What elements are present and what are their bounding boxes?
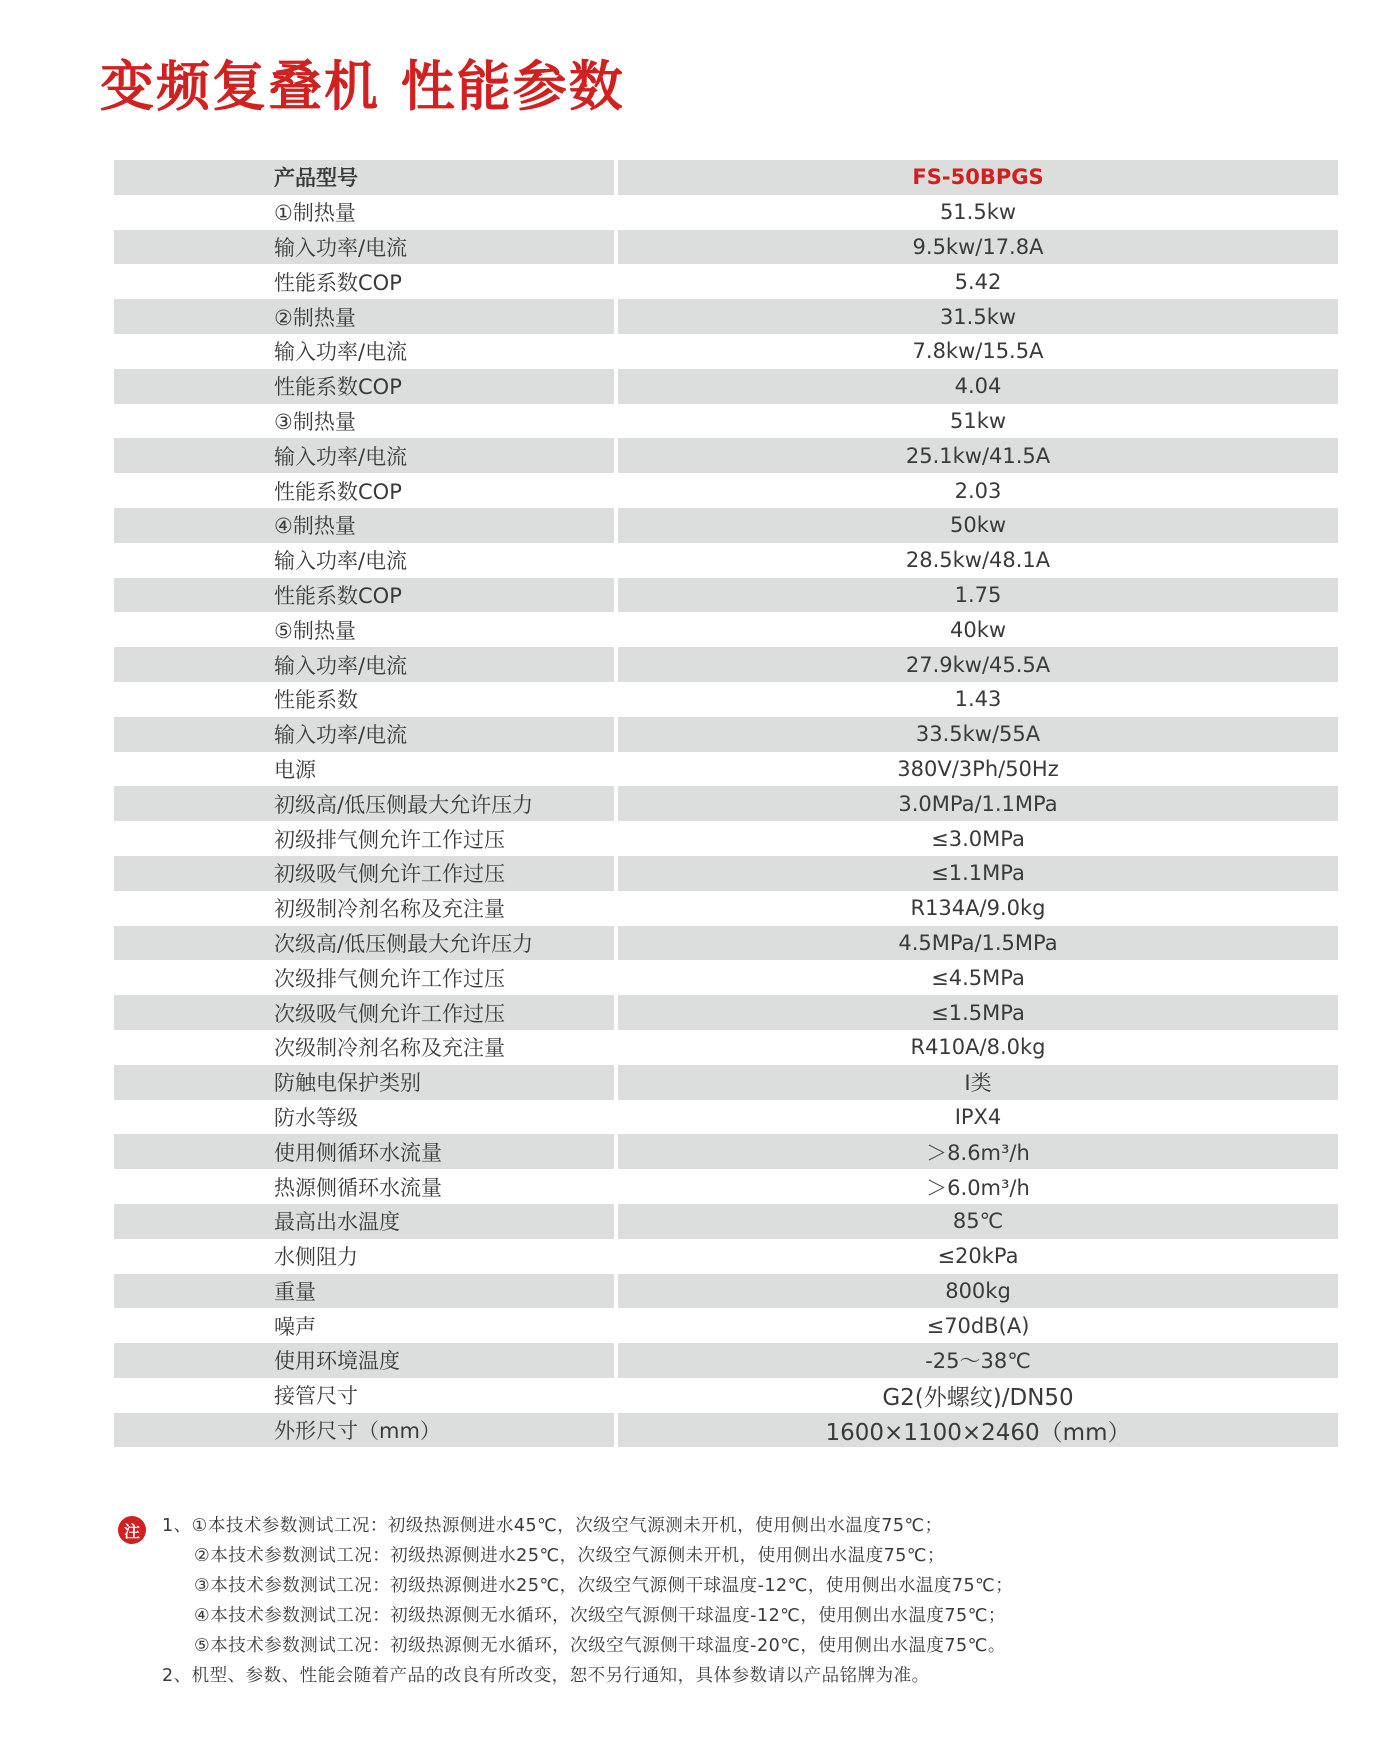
- note-line: 1、①本技术参数测试工况：初级热源侧进水45℃，次级空气源测未开机，使用侧出水温度75℃；: [162, 1516, 943, 1536]
- row-value: 31.5kw: [618, 299, 1338, 334]
- row-label: 初级高/低压侧最大允许压力: [114, 786, 614, 821]
- row-label: 使用侧循环水流量: [114, 1134, 614, 1169]
- row-label: 性能系数: [274, 688, 358, 713]
- row-value: 5.42: [954, 269, 1002, 294]
- table-row: [114, 1030, 1338, 1065]
- table-row: [114, 752, 1338, 787]
- table-row: [114, 1065, 1338, 1100]
- row-label: 外形尺寸（mm）: [114, 1413, 614, 1448]
- row-value: ≤4.5MPa: [931, 965, 1025, 990]
- row-value: 4.5MPa/1.5MPa: [618, 926, 1338, 961]
- table-row: [114, 334, 1338, 369]
- table-row: [114, 1134, 1338, 1169]
- row-value: 1600×1100×2460（mm）: [618, 1413, 1338, 1448]
- note-line: ⑤本技术参数测试工况：初级热源侧无水循环，次级空气源侧干球温度-20℃，使用侧出水温度75℃。: [194, 1636, 1006, 1656]
- row-value: 25.1kw/41.5A: [618, 438, 1338, 473]
- table-row: [114, 1169, 1338, 1204]
- row-value: -25～38℃: [618, 1343, 1338, 1378]
- row-value: 3.0MPa/1.1MPa: [618, 786, 1338, 821]
- row-label: 使用环境温度: [114, 1343, 614, 1378]
- table-row: [114, 682, 1338, 717]
- row-value: G2(外螺纹)/DN50: [882, 1384, 1074, 1411]
- row-value: ≤3.0MPa: [931, 826, 1025, 851]
- row-value: 33.5kw/55A: [618, 717, 1338, 752]
- spec-table: [114, 160, 1338, 1447]
- row-label: ④制热量: [114, 508, 614, 543]
- table-row: [114, 578, 1338, 613]
- row-label: 电源: [274, 757, 316, 782]
- row-label: 次级排气侧允许工作过压: [274, 966, 505, 991]
- row-label: 输入功率/电流: [114, 230, 614, 265]
- row-value: FS-50BPGS: [618, 160, 1338, 195]
- row-label: 次级高/低压侧最大允许压力: [114, 926, 614, 961]
- row-label: 输入功率/电流: [114, 438, 614, 473]
- row-value: 1.43: [954, 687, 1002, 712]
- row-value: IPX4: [954, 1104, 1002, 1129]
- table-row: [114, 1239, 1338, 1274]
- row-value: I类: [618, 1065, 1338, 1100]
- row-label: 初级排气侧允许工作过压: [274, 827, 505, 852]
- note-line: 2、机型、参数、性能会随着产品的改良有所改变，恕不另行通知，具体参数请以产品铭牌为准。: [162, 1666, 930, 1686]
- row-label: 最高出水温度: [114, 1204, 614, 1239]
- row-label: 性能系数COP: [274, 479, 402, 504]
- row-label: 防触电保护类别: [114, 1065, 614, 1100]
- row-value: 800kg: [618, 1274, 1338, 1309]
- table-row: [114, 647, 1338, 682]
- row-label: ③制热量: [274, 409, 356, 434]
- row-label: 噪声: [274, 1314, 316, 1339]
- row-value: 51.5kw: [939, 200, 1017, 225]
- row-label: ②制热量: [114, 299, 614, 334]
- table-row: [114, 1274, 1338, 1309]
- row-label: 水侧阻力: [274, 1245, 358, 1270]
- row-value: 28.5kw/48.1A: [905, 548, 1051, 573]
- row-label: 重量: [114, 1274, 614, 1309]
- table-row: [114, 926, 1338, 961]
- row-label: 产品型号: [114, 160, 614, 195]
- row-value: ＞8.6m³/h: [618, 1134, 1338, 1169]
- row-value: R134A/9.0kg: [910, 896, 1046, 921]
- row-value: 2.03: [954, 478, 1002, 503]
- table-row: [114, 612, 1338, 647]
- row-label: 初级制冷剂名称及充注量: [274, 897, 505, 922]
- page-title: 变频复叠机 性能参数: [100, 55, 625, 118]
- row-value: ≤1.5MPa: [618, 995, 1338, 1030]
- row-value: 1.75: [618, 578, 1338, 613]
- row-label: 输入功率/电流: [274, 549, 408, 574]
- table-row: [114, 856, 1338, 891]
- row-value: R410A/8.0kg: [910, 1035, 1046, 1060]
- row-value: 7.8kw/15.5A: [912, 339, 1044, 364]
- note-line: ②本技术参数测试工况：初级热源侧进水25℃，次级空气源侧未开机，使用侧出水温度75℃；: [194, 1546, 946, 1566]
- row-value: 27.9kw/45.5A: [618, 647, 1338, 682]
- note-badge-icon: 注: [118, 1516, 146, 1544]
- row-label: 接管尺寸: [274, 1384, 358, 1409]
- row-value: ≤1.1MPa: [618, 856, 1338, 891]
- row-label: 性能系数COP: [274, 270, 402, 295]
- table-row: [114, 1308, 1338, 1343]
- table-row: [114, 299, 1338, 334]
- note-line: ③本技术参数测试工况：初级热源侧进水25℃，次级空气源侧干球温度-12℃，使用侧出水温度75℃；: [194, 1576, 1014, 1596]
- table-row: [114, 821, 1338, 856]
- table-row: [114, 508, 1338, 543]
- table-row: [114, 1413, 1338, 1448]
- row-value: ＞6.0m³/h: [926, 1175, 1030, 1200]
- row-label: 次级吸气侧允许工作过压: [114, 995, 614, 1030]
- row-label: 性能系数COP: [114, 578, 614, 613]
- row-label: 性能系数COP: [114, 369, 614, 404]
- table-row: [114, 1378, 1338, 1413]
- row-label: ①制热量: [274, 201, 356, 226]
- row-value: ≤20kPa: [937, 1244, 1019, 1269]
- row-label: 输入功率/电流: [114, 647, 614, 682]
- table-row: [114, 473, 1338, 508]
- table-row: [114, 995, 1338, 1030]
- row-value: 4.04: [618, 369, 1338, 404]
- row-value: 380V/3Ph/50Hz: [897, 756, 1059, 781]
- row-value: ≤70dB(A): [926, 1313, 1030, 1338]
- row-value: 9.5kw/17.8A: [618, 230, 1338, 265]
- row-value: 85℃: [618, 1204, 1338, 1239]
- row-label: 初级吸气侧允许工作过压: [114, 856, 614, 891]
- table-row: [114, 543, 1338, 578]
- row-value: 50kw: [618, 508, 1338, 543]
- row-label: 输入功率/电流: [274, 340, 408, 365]
- table-row: [114, 1100, 1338, 1135]
- row-value: 40kw: [949, 617, 1007, 642]
- row-label: 防水等级: [274, 1105, 358, 1130]
- table-row: [114, 960, 1338, 995]
- table-row: [114, 195, 1338, 230]
- row-label: 热源侧循环水流量: [274, 1175, 442, 1200]
- table-row: [114, 891, 1338, 926]
- table-header-row: [114, 160, 1338, 195]
- table-row: [114, 230, 1338, 265]
- table-row: [114, 264, 1338, 299]
- row-label: 次级制冷剂名称及充注量: [274, 1036, 505, 1061]
- table-row: [114, 404, 1338, 439]
- note-line: ④本技术参数测试工况：初级热源侧无水循环，次级空气源侧干球温度-12℃，使用侧出水温度75℃；: [194, 1606, 1006, 1626]
- table-row: [114, 717, 1338, 752]
- row-label: ⑤制热量: [274, 618, 356, 643]
- table-row: [114, 438, 1338, 473]
- table-row: [114, 369, 1338, 404]
- row-label: 输入功率/电流: [114, 717, 614, 752]
- table-row: [114, 1343, 1338, 1378]
- table-row: [114, 786, 1338, 821]
- row-value: 51kw: [949, 408, 1007, 433]
- table-row: [114, 1204, 1338, 1239]
